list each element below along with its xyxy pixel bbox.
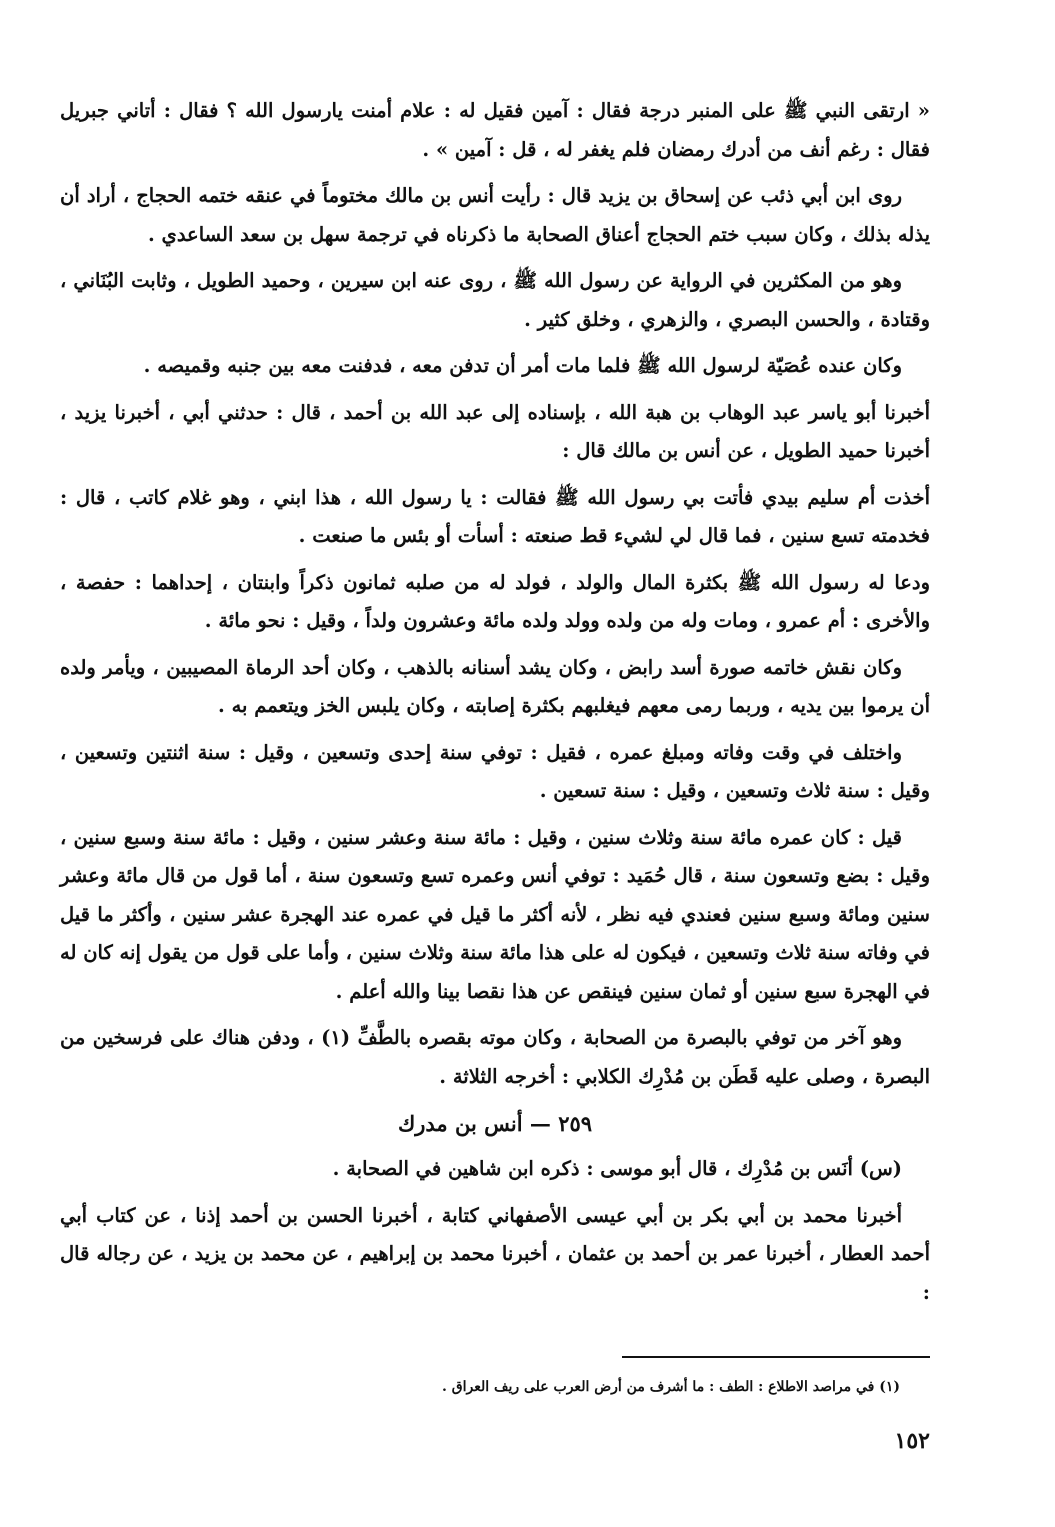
- page-body: [60, 92, 930, 1320]
- paragraph-hadith-amin: « ارتقى النبي ﷺ على المنبر درجة فقال : آمين فقيل له : علام أمنت يارسول الله ؟ فقال : أتاني جبريل فقال : رغم أنف من أدرك رمضان فلم يغفر له ، قل : آمين » .: [60, 99, 930, 161]
- paragraph-narrators: وهو من المكثرين في الرواية عن رسول الله ﷺ ، روى عنه ابن سيرين ، وحميد الطويل ، وثابت البُنَاني ، وقتادة ، والحسن البصري ، والزهري ، وخلق كثير .: [60, 269, 930, 331]
- section-heading: ٢٥٩ — أنس بن مدرك: [397, 1111, 593, 1136]
- paragraph-last-companion: وهو آخر من توفي بالبصرة من الصحابة ، وكان موته بقصره بالطَّفِّ (١) ، ودفن هناك على فرسخين من البصرة ، وصلى عليه قَطَن بن مُدْرِك الكلابي : أخرجه الثلاثة .: [60, 1026, 930, 1088]
- paragraph-death-date: واختلف في وقت وفاته ومبلغ عمره ، فقيل : توفي سنة إحدى وتسعين ، وقيل : سنة اثنتين وتسعين ، وقيل : سنة ثلاث وتسعين ، وقيل : سنة تسعين .: [60, 740, 930, 802]
- paragraph-children: ودعا له رسول الله ﷺ بكثرة المال والولد ، فولد له من صلبه ثمانون ذكراً وابنتان ، إحداهما : حفصة ، والأخرى : أم عمرو ، ومات وله من ولده وولد ولده مائة وعشرون ولداً ، وقيل : نحو مائة .: [60, 570, 930, 632]
- footnote: (١) في مراصد الاطلاع : الطف : ما أشرف من أرض العرب على ريف العراق .: [441, 1379, 900, 1395]
- paragraph-hajjaj-seal: روى ابن أبي ذئب عن إسحاق بن يزيد قال : رأيت أنس بن مالك مختوماً في عنقه ختمه الحجاج ، أراد أن يذله بذلك ، وكان سبب ختم الحجاج أعناق الصحابة ما ذكرناه في ترجمة سهل بن سعد الساعدي .: [60, 184, 930, 246]
- paragraph-umm-sulaym: أخذت أم سليم بيدي فأتت بي رسول الله ﷺ فقالت : يا رسول الله ، هذا ابني ، وهو غلام كاتب ، قال : فخدمته تسع سنين ، فما قال لي لشيء قط صنعته : أسأت أو بئس ما صنعت .: [60, 485, 930, 547]
- paragraph-staff: وكان عنده عُصَيّة لرسول الله ﷺ فلما مات أمر أن تدفن معه ، فدفنت معه بين جنبه وقميصه .: [143, 354, 902, 377]
- page-number: ١٥٢: [894, 1428, 930, 1454]
- paragraph-anas-mudrik: (س) أنَس بن مُدْرِك ، قال أبو موسى : ذكره ابن شاهين في الصحابة .: [332, 1157, 902, 1180]
- paragraph-age: قيل : كان عمره مائة سنة وثلاث سنين ، وقيل : مائة سنة وعشر سنين ، وقيل : مائة سنة وسبع سنين ، وقيل : بضع وتسعون سنة ، قال حُمَيد : توفي أنس وعمره تسع وتسعون سنة ، أما قول من قال مائة وعشر سنين ومائة وسبع سنين فعندي فيه نظر ، لأنه أكثر ما قيل في عمره عند الهجرة عشر سنين ، وأكثر ما قيل في وفاته سنة ثلاث وتسعين ، فيكون له على هذا مائة سنة وثلاث سنين ، وأما على قول من يقول إنه كان له في الهجرة سبع سنين أو ثمان سنين فينقص عن هذا نقصا بينا والله أعلم .: [60, 825, 930, 1003]
- footnote-divider: [622, 1356, 930, 1358]
- paragraph-isnad: أخبرنا أبو ياسر عبد الوهاب بن هبة الله ، بإسناده إلى عبد الله بن أحمد ، قال : حدثني أبي ، أخبرنا يزيد ، أخبرنا حميد الطويل ، عن أنس بن مالك قال :: [60, 400, 930, 462]
- paragraph-ring: وكان نقش خاتمه صورة أسد رابض ، وكان يشد أسنانه بالذهب ، وكان أحد الرماة المصيبين ، ويأمر ولده أن يرموا بين يديه ، وربما رمى معهم فيغلبهم بكثرة إصابته ، وكان يلبس الخز ويتعمم به .: [60, 655, 930, 717]
- paragraph-isnad-2: أخبرنا محمد بن أبي بكر بن أبي عيسى الأصفهاني كتابة ، أخبرنا الحسن بن أحمد إذنا ، عن كتاب أبي أحمد العطار ، أخبرنا عمر بن أحمد بن عثمان ، أخبرنا محمد بن إبراهيم ، عن محمد بن يزيد ، عن رجاله قال :: [60, 1203, 930, 1304]
